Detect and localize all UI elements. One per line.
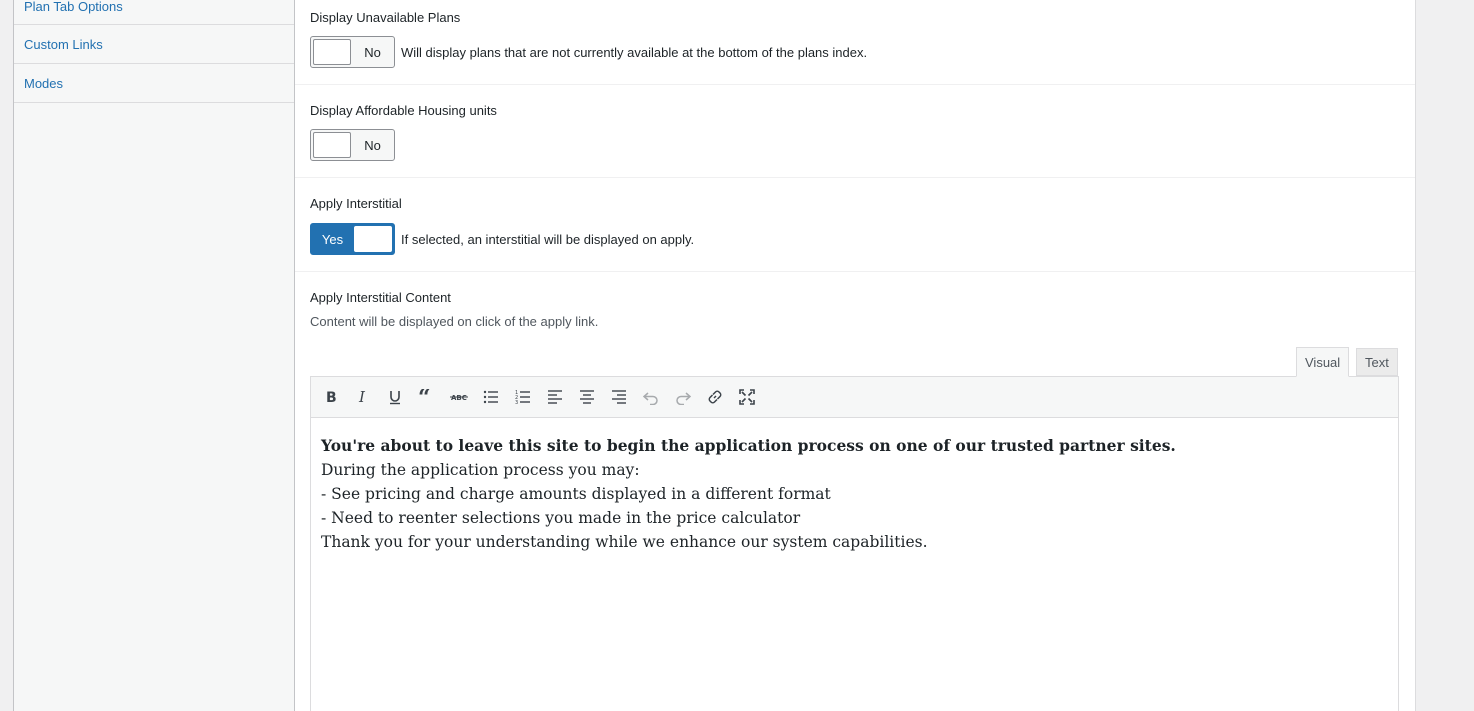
link-icon[interactable]: [699, 382, 731, 412]
setting-label: Display Unavailable Plans: [310, 10, 461, 25]
content-line: During the application process you may:: [321, 461, 640, 479]
italic-icon[interactable]: [347, 382, 379, 412]
numbered-list-icon[interactable]: [507, 382, 539, 412]
svg-text:3: 3: [515, 400, 519, 405]
toggle-knob: [354, 226, 392, 252]
align-center-icon[interactable]: [571, 382, 603, 412]
underline-icon[interactable]: [379, 382, 411, 412]
toggle-knob: [313, 39, 351, 65]
settings-sidebar: [13, 0, 295, 711]
align-right-icon[interactable]: [603, 382, 635, 412]
setting-row-apply-interstitial: [295, 178, 1415, 272]
setting-help-text: Content will be displayed on click of the apply link.: [310, 314, 599, 329]
apply-interstitial-toggle[interactable]: [310, 223, 395, 255]
sidebar-item-plan-tab-options[interactable]: Plan Tab Options: [14, 0, 294, 25]
content-line: - Need to reenter selections you made in the price calculator: [321, 509, 801, 527]
toggle-value: No: [364, 137, 381, 153]
content-line: - See pricing and charge amounts displayed in a different format: [321, 485, 831, 503]
display-affordable-toggle[interactable]: [310, 129, 395, 161]
setting-label: Display Affordable Housing units: [310, 103, 497, 118]
redo-icon[interactable]: [667, 382, 699, 412]
svg-text:ABC: ABC: [451, 394, 467, 402]
toggle-value: No: [364, 44, 381, 60]
setting-label: Apply Interstitial: [310, 196, 402, 211]
setting-description: Will display plans that are not currently available at the bottom of the plans index.: [401, 45, 868, 60]
content-line: You're about to leave this site to begin the application process on one of our trusted partner sites.: [321, 436, 1176, 455]
settings-panel: [295, 0, 1416, 711]
strikethrough-icon[interactable]: [443, 382, 475, 412]
display-unavailable-toggle[interactable]: [310, 36, 395, 68]
setting-description: If selected, an interstitial will be displayed on apply.: [401, 232, 695, 247]
svg-text:B: B: [326, 390, 337, 405]
svg-text:1: 1: [515, 390, 519, 396]
toggle-value: Yes: [321, 231, 344, 247]
toggle-knob: [313, 132, 351, 158]
svg-text:“: “: [418, 389, 431, 405]
setting-row-display-affordable: [295, 85, 1415, 178]
sidebar-item-modes[interactable]: Modes: [14, 64, 294, 103]
bullet-list-icon[interactable]: [475, 382, 507, 412]
svg-text:2: 2: [515, 395, 519, 401]
blockquote-icon[interactable]: [411, 382, 443, 412]
editor-content-area[interactable]: [310, 417, 1399, 711]
setting-row-display-unavailable: [295, 0, 1415, 85]
setting-label: Apply Interstitial Content: [310, 290, 451, 305]
undo-icon[interactable]: [635, 382, 667, 412]
tab-visual[interactable]: Visual: [1296, 347, 1349, 377]
tab-text[interactable]: Text: [1356, 348, 1398, 376]
bold-icon[interactable]: [315, 382, 347, 412]
svg-text:I: I: [359, 389, 365, 405]
align-left-icon[interactable]: [539, 382, 571, 412]
content-line: Thank you for your understanding while we enhance our system capabilities.: [321, 533, 928, 551]
sidebar-item-custom-links[interactable]: Custom Links: [14, 25, 294, 64]
fullscreen-icon[interactable]: [731, 382, 763, 412]
editor-toolbar: [310, 376, 1399, 418]
